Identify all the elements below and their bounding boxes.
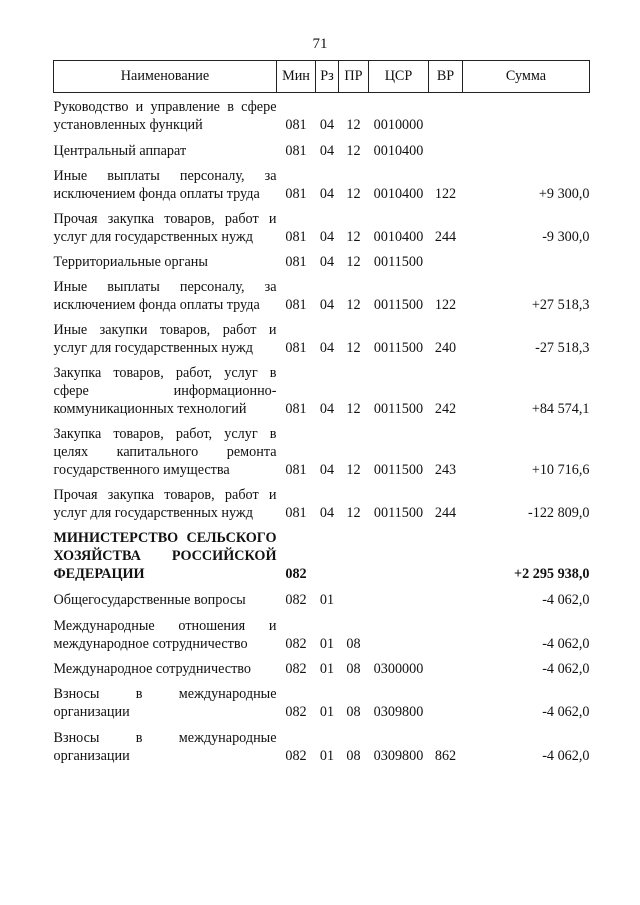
cell-vr [429, 248, 463, 273]
header-sum: Сумма [463, 61, 590, 93]
table-row [54, 585, 590, 611]
cell-csr: 0300000 [373, 661, 424, 677]
cell-min: 082 [285, 566, 307, 582]
cell-pr: 12 [346, 254, 361, 270]
cell-csr: 0011500 [373, 505, 424, 521]
cell-pr: 12 [346, 505, 361, 521]
cell-name: Иные закупки товаров, работ и услуг для государственных нужд [53, 322, 277, 356]
cell-csr: 0309800 [373, 704, 424, 720]
cell-min: 082 [285, 592, 307, 608]
cell-min: 081 [285, 505, 307, 521]
cell-min: 081 [285, 297, 307, 313]
cell-sum: +10 716,6 [531, 462, 590, 478]
table-row [54, 93, 590, 137]
header-csr: ЦСР [369, 61, 429, 93]
cell-name: Закупка товаров, работ, услуг в целях капитального ремонта государственного имущества [53, 426, 277, 478]
cell-sum [463, 136, 590, 162]
cell-csr: 0010000 [373, 117, 424, 133]
table-row [54, 273, 590, 316]
table-row [54, 162, 590, 205]
cell-name: Прочая закупка товаров, работ и услуг для государственных нужд [53, 211, 277, 245]
header-pr: ПР [339, 61, 369, 93]
page-number: 71 [312, 36, 328, 52]
cell-rz: 01 [319, 661, 335, 677]
cell-rz [316, 524, 339, 585]
cell-rz: 04 [319, 401, 335, 417]
cell-min: 081 [285, 186, 307, 202]
cell-name: Руководство и управление в сфере установленных функций [53, 99, 277, 133]
table-row [54, 680, 590, 723]
cell-rz: 04 [319, 505, 335, 521]
cell-csr: 0010400 [373, 229, 424, 245]
cell-pr: 08 [346, 636, 361, 652]
table-row [54, 420, 590, 481]
table-row [54, 359, 590, 420]
table-row [54, 655, 590, 680]
cell-sum [463, 93, 590, 137]
table-row [54, 611, 590, 655]
table-body [54, 93, 590, 768]
header-name: Наименование [54, 61, 277, 93]
cell-vr: 243 [434, 462, 457, 478]
cell-csr: 0011500 [373, 340, 424, 356]
cell-name: Взносы в международные организации [53, 730, 277, 764]
cell-csr [369, 524, 429, 585]
cell-rz: 01 [319, 636, 335, 652]
cell-vr: 122 [434, 186, 457, 202]
cell-pr: 12 [346, 340, 361, 356]
header-vr: ВР [429, 61, 463, 93]
cell-rz: 04 [319, 297, 335, 313]
cell-csr: 0010400 [373, 186, 424, 202]
cell-sum: -4 062,0 [542, 704, 590, 720]
cell-rz: 04 [319, 462, 335, 478]
cell-name: Международное сотрудничество [53, 661, 251, 677]
cell-rz: 04 [319, 254, 335, 270]
cell-name: Общегосударственные вопросы [53, 592, 246, 608]
cell-sum: -4 062,0 [542, 636, 590, 652]
cell-name: Территориальные органы [53, 254, 208, 270]
cell-csr: 0309800 [373, 748, 424, 764]
cell-vr [429, 655, 463, 680]
table-row [54, 316, 590, 359]
cell-sum: -4 062,0 [542, 661, 590, 677]
cell-vr: 244 [434, 505, 457, 521]
cell-vr: 242 [434, 401, 457, 417]
cell-name: Международные отношения и международное сотрудничество [53, 618, 277, 652]
cell-min: 082 [285, 636, 307, 652]
cell-name: Взносы в международные организации [53, 686, 277, 720]
cell-vr [429, 136, 463, 162]
cell-sum: -4 062,0 [542, 592, 590, 608]
cell-min: 082 [285, 704, 307, 720]
header-min: Мин [277, 61, 316, 93]
cell-sum: -122 809,0 [528, 505, 590, 521]
cell-vr [429, 680, 463, 723]
cell-name: Прочая закупка товаров, работ и услуг для государственных нужд [53, 487, 277, 521]
cell-pr: 08 [346, 704, 361, 720]
table-row [54, 524, 590, 585]
cell-min: 081 [285, 229, 307, 245]
cell-name: Центральный аппарат [53, 143, 187, 159]
cell-sum [463, 248, 590, 273]
cell-min: 081 [285, 254, 307, 270]
cell-min: 081 [285, 462, 307, 478]
cell-sum: -27 518,3 [535, 340, 590, 356]
cell-csr: 0011500 [373, 297, 424, 313]
cell-sum: +27 518,3 [531, 297, 590, 313]
cell-sum: -4 062,0 [542, 748, 590, 764]
table-row [54, 248, 590, 273]
cell-vr [429, 585, 463, 611]
cell-rz: 01 [319, 704, 335, 720]
cell-rz: 04 [319, 143, 335, 159]
cell-name: Иные выплаты персоналу, за исключением фонда оплаты труда [53, 168, 277, 202]
cell-csr: 0010400 [373, 143, 424, 159]
cell-csr [369, 585, 429, 611]
header-rz: Рз [316, 61, 339, 93]
cell-rz: 04 [319, 229, 335, 245]
cell-min: 081 [285, 117, 307, 133]
cell-min: 081 [285, 143, 307, 159]
cell-min: 081 [285, 401, 307, 417]
cell-pr: 08 [346, 748, 361, 764]
cell-name: Закупка товаров, работ, услуг в сфере информационно-коммуникационных технологий [53, 365, 277, 417]
cell-rz: 04 [319, 340, 335, 356]
cell-vr: 244 [434, 229, 457, 245]
cell-min: 082 [285, 748, 307, 764]
cell-pr: 12 [346, 297, 361, 313]
table-row [54, 136, 590, 162]
table-header-row [54, 61, 590, 93]
cell-min: 082 [285, 661, 307, 677]
cell-pr: 08 [346, 661, 361, 677]
cell-rz: 01 [319, 592, 335, 608]
cell-rz: 04 [319, 186, 335, 202]
cell-rz: 01 [319, 748, 335, 764]
cell-vr [429, 611, 463, 655]
table-row [54, 205, 590, 248]
cell-csr: 0011500 [373, 254, 424, 270]
cell-sum: +9 300,0 [538, 186, 590, 202]
cell-pr: 12 [346, 401, 361, 417]
cell-pr: 12 [346, 186, 361, 202]
cell-pr: 12 [346, 117, 361, 133]
budget-table [53, 60, 590, 767]
cell-min: 081 [285, 340, 307, 356]
cell-vr [429, 93, 463, 137]
cell-pr: 12 [346, 229, 361, 245]
cell-vr [429, 524, 463, 585]
cell-name: Иные выплаты персоналу, за исключением фонда оплаты труда [53, 279, 277, 313]
cell-sum: +2 295 938,0 [514, 566, 590, 582]
cell-csr [369, 611, 429, 655]
cell-vr: 862 [434, 748, 457, 764]
cell-csr: 0011500 [373, 462, 424, 478]
table-row [54, 481, 590, 524]
cell-rz: 04 [319, 117, 335, 133]
cell-vr: 122 [434, 297, 457, 313]
cell-pr: 12 [346, 462, 361, 478]
cell-sum: +84 574,1 [531, 401, 590, 417]
cell-csr: 0011500 [373, 401, 424, 417]
cell-pr [339, 585, 369, 611]
cell-vr: 240 [434, 340, 457, 356]
cell-name: МИНИСТЕРСТВО СЕЛЬСКОГО ХОЗЯЙСТВА РОССИЙСКОЙ ФЕДЕРАЦИИ [53, 530, 277, 582]
table-row [54, 723, 590, 767]
cell-pr [339, 524, 369, 585]
cell-sum: -9 300,0 [542, 229, 590, 245]
cell-pr: 12 [346, 143, 361, 159]
